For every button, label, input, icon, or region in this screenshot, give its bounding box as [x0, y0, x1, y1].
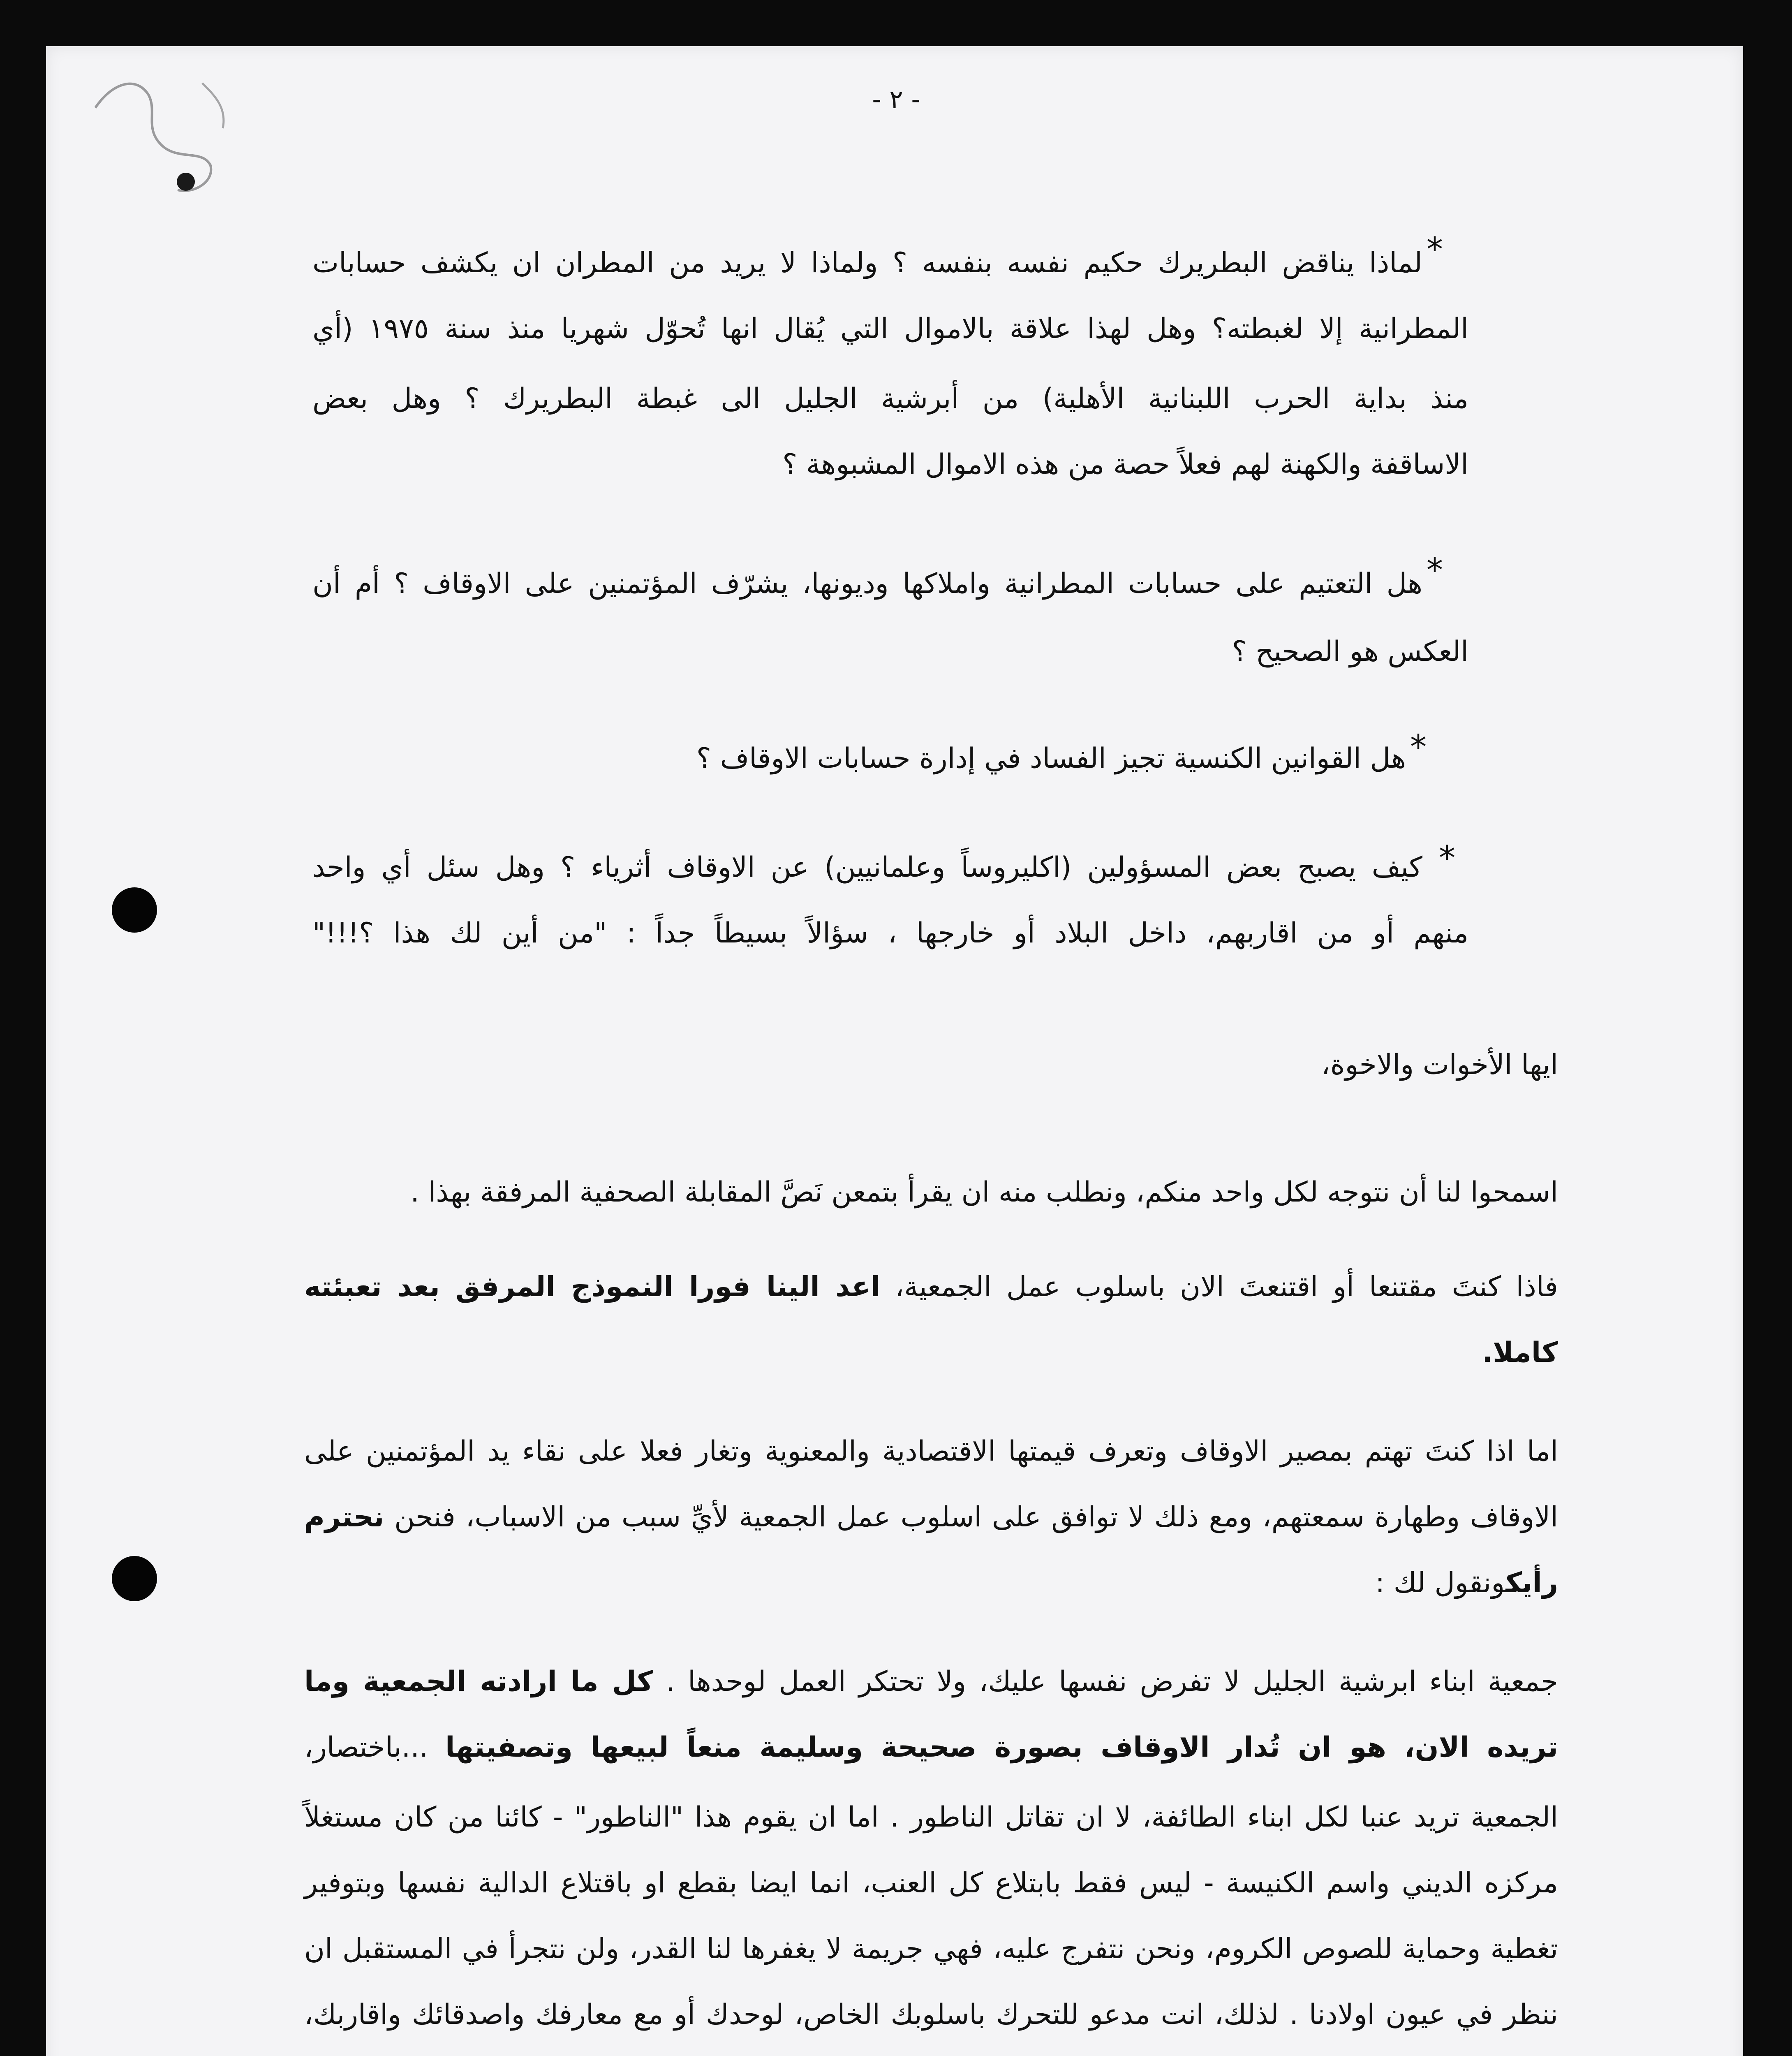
paragraph-3-normal-end: ونقول لك : [1375, 1567, 1506, 1599]
paragraph-2-line-2 [1316, 1336, 1558, 1369]
paragraph-4-line-1 [304, 1665, 1558, 1698]
punch-hole-bottom [112, 1556, 157, 1601]
bullet-2-line-2: العكس هو الصحيح ؟ [1232, 635, 1468, 668]
bullet-1-line-3: منذ بداية الحرب اللبنانية الأهلية) من أبرشية الجليل الى غبطة البطريرك ؟ وهل بعض [312, 382, 1468, 415]
bullet-1-line-2: المطرانية إلا لغبطته؟ وهل لهذا علاقة بالاموال التي يُقال انها تُحوّل شهريا منذ سنة ١٩٧٥ (أي [312, 313, 1469, 345]
bullet-2-line-1: هل التعتيم على حسابات المطرانية واملاكها وديونها، يشرّف المؤتمنين على الاوقاف ؟ أم أن [312, 567, 1422, 600]
paragraph-3-normal: الاوقاف وطهارة سمعتهم، ومع ذلك لا توافق على اسلوب عمل الجمعية لأيِّ سبب من الاسباب، فنحن [394, 1501, 1558, 1533]
bullet-marker: * [1439, 839, 1455, 877]
paragraph-4-line-3: الجمعية تريد عنبا لكل ابناء الطائفة، لا ان تقاتل الناطور . اما ان يقوم هذا "الناطور" - كائنا من كان مستغلاً [304, 1801, 1558, 1834]
paragraph-2-line-1 [304, 1271, 1558, 1303]
paragraph-3-line-1: اما اذا كنتَ تهتم بمصير الاوقاف وتعرف قيمتها الاقتصادية والمعنوية وتغار فعلا على نقاء يد المؤتمنين على [304, 1435, 1558, 1468]
paragraph-4-line-2 [304, 1731, 1558, 1764]
bullet-marker: * [1410, 728, 1427, 766]
bullet-marker: * [1427, 230, 1443, 269]
paragraph-3-line-3 [1151, 1567, 1558, 1599]
paragraph-4-normal: جمعية ابناء ابرشية الجليل لا تفرض نفسها عليك، ولا تحتكر العمل لوحدها . [666, 1665, 1558, 1698]
paragraph-4-line-4: مركزه الديني واسم الكنيسة - ليس فقط بابتلاع كل العنب، انما ايضا بقطع او باقتلاع الدالية نفسها وبتوفير [304, 1867, 1558, 1899]
bullet-4-line-2: منهم أو من اقاربهم، داخل البلاد أو خارجها ، سؤالاً بسيطاً جداً : "من أين لك هذا ؟!!!" [312, 917, 1468, 949]
paragraph-2-bold: اعد الينا فورا النموذج المرفق بعد تعبئته [304, 1271, 881, 1303]
bullet-1-line-4: الاساقفة والكهنة لهم فعلاً حصة من هذه الاموال المشبوهة ؟ [782, 448, 1468, 481]
bullet-4-line-1: كيف يصبح بعض المسؤولين (اكليروساً وعلمانيين) عن الاوقاف أثرياء ؟ وهل سئل أي واحد [312, 851, 1422, 884]
paragraph-2-bold-end: كاملا. [1482, 1336, 1558, 1369]
paragraph-4-bold-2: تريده الان، هو ان تُدار الاوقاف بصورة صحيحة وسليمة منعاً لبيعها وتصفيتها [445, 1731, 1558, 1764]
paragraph-3-bold: نحترم [304, 1501, 384, 1533]
paragraph-3-line-2 [304, 1501, 1558, 1533]
page-number: - ٢ - [872, 84, 920, 114]
bullet-1-line-1: لماذا يناقض البطريرك حكيم نفسه بنفسه ؟ ولماذا لا يريد من المطران ان يكشف حسابات [312, 247, 1422, 279]
paragraph-4-line-6: ننظر في عيون اولادنا . لذلك، انت مدعو للتحرك باسلوبك الخاص، لوحدك أو مع معارفك واصدقائك واقاربك، [304, 1998, 1558, 2031]
salutation: ايها الأخوات والاخوة، [1321, 1049, 1558, 1081]
paragraph-3-bold-start: رأيك [1505, 1567, 1558, 1599]
paragraph-1: اسمحوا لنا أن نتوجه لكل واحد منكم، ونطلب منه ان يقرأ بتمعن نَصَّ المقابلة الصحفية المرفقة بهذا . [410, 1176, 1558, 1209]
torn-corner-mark [79, 58, 252, 206]
paragraph-2-normal: فاذا كنتَ مقتنعا أو اقتنعتَ الان باسلوب عمل الجمعية، [895, 1271, 1558, 1303]
bullet-marker: * [1427, 551, 1443, 589]
paragraph-4-line-5: تغطية وحماية للصوص الكروم، ونحن نتفرج عليه، فهي جريمة لا يغفرها لنا القدر، ولن نتجرأ في المستقبل ان [304, 1933, 1558, 1965]
bullet-3-line-1: هل القوانين الكنسية تجيز الفساد في إدارة حسابات الاوقاف ؟ [696, 742, 1406, 775]
paragraph-4-bold: كل ما ارادته الجمعية وما [304, 1665, 654, 1698]
punch-hole-top [112, 887, 157, 933]
paragraph-4-normal-2: ...باختصار، [304, 1731, 428, 1764]
